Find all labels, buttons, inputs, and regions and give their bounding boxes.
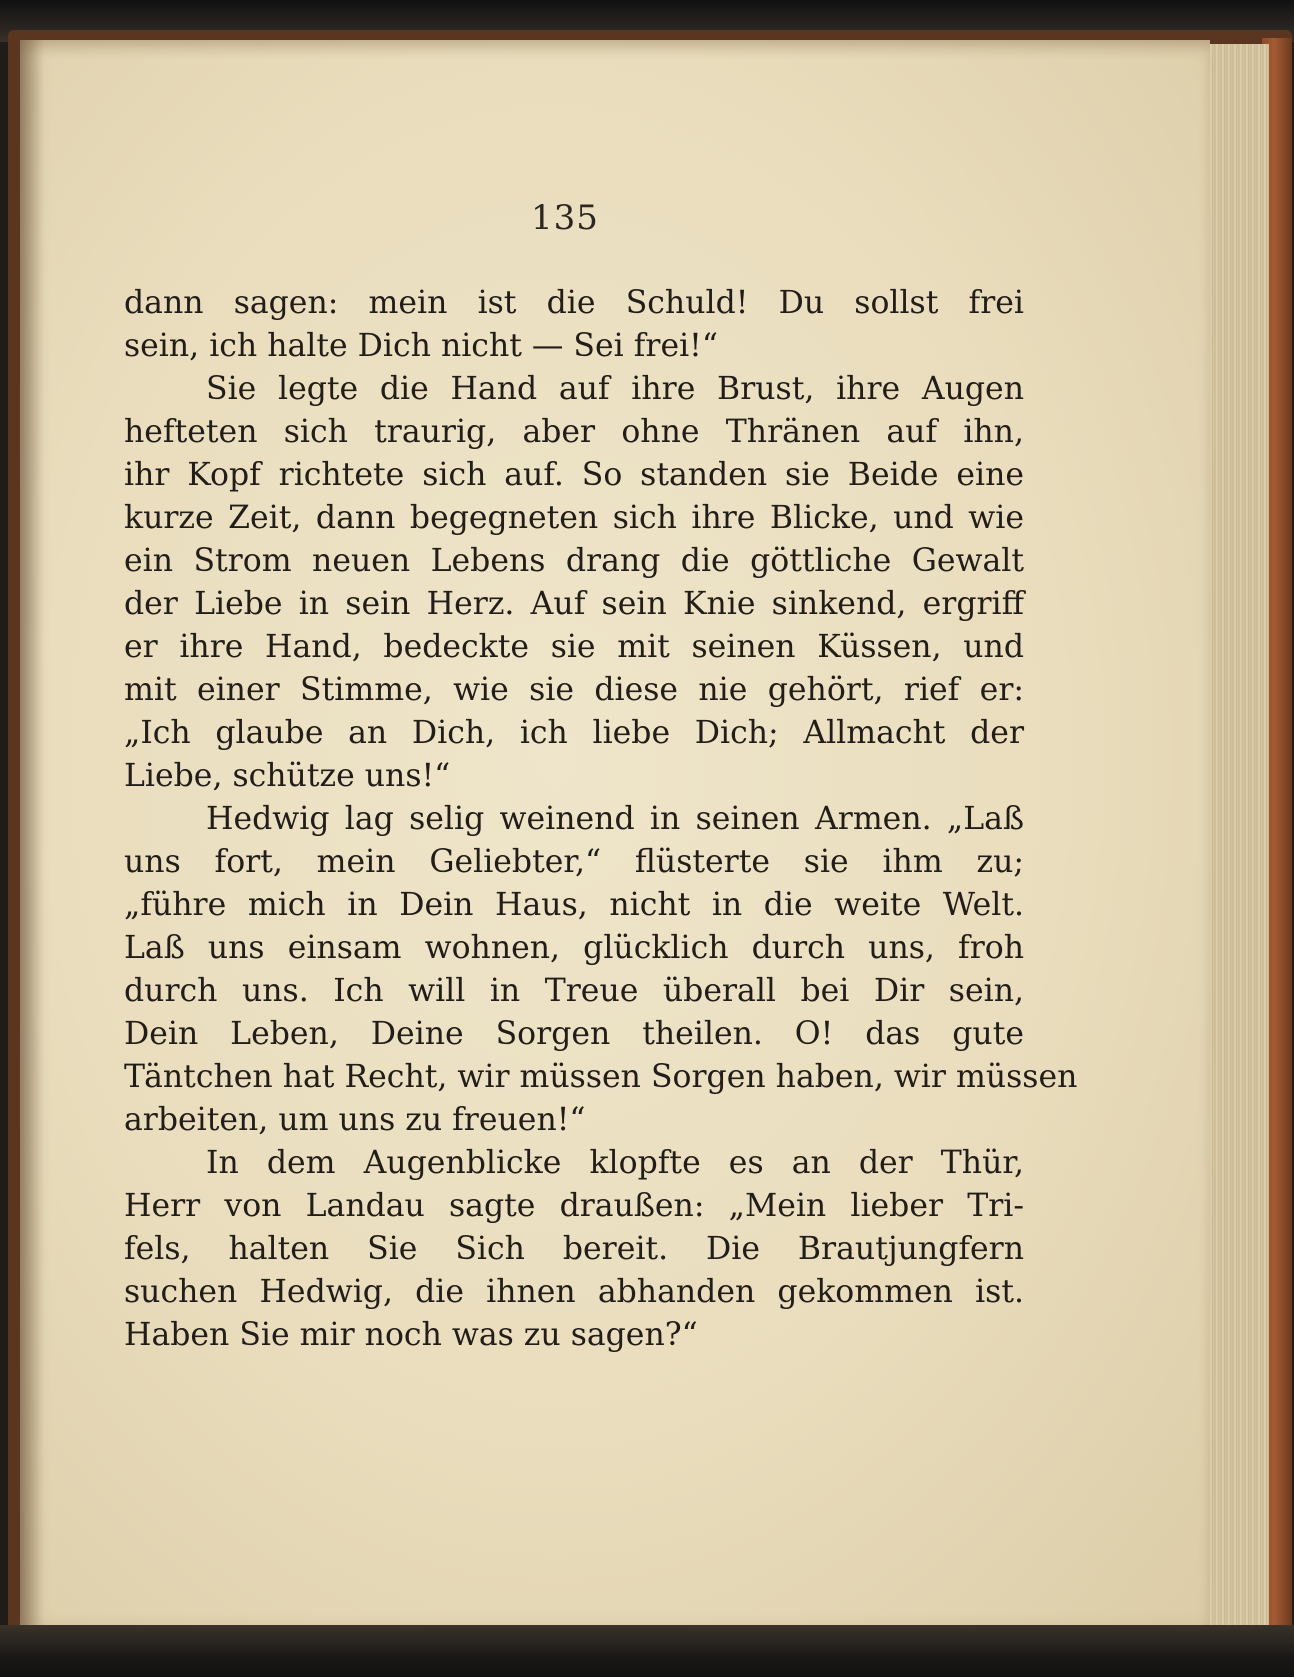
page-number: 135	[531, 198, 599, 238]
text-line: Haben Sie mir noch was zu sagen?“	[124, 1317, 698, 1353]
gutter-shadow	[20, 40, 44, 1632]
text-line: Hedwig lag selig weinend in seinen Armen. „Laß	[206, 801, 1024, 837]
text-line: ihr Kopf richtete sich auf. So standen sie Beide eine	[124, 457, 1024, 493]
text-line: „Ich glaube an Dich, ich liebe Dich; Allmacht der	[124, 715, 1024, 751]
text-line: ein Strom neuen Lebens drang die göttliche Gewalt	[124, 543, 1024, 579]
text-line: der Liebe in sein Herz. Auf sein Knie sinkend, ergriff	[124, 586, 1024, 622]
text-line: Täntchen hat Recht, wir müssen Sorgen haben, wir müssen	[124, 1059, 1078, 1095]
text-line: arbeiten, um uns zu freuen!“	[124, 1102, 586, 1138]
body-text	[124, 282, 1078, 1357]
text-line: hefteten sich traurig, aber ohne Thränen auf ihn,	[124, 414, 1024, 450]
text-line: uns fort, mein Geliebter,“ flüsterte sie ihm zu;	[124, 844, 1024, 880]
text-line: „führe mich in Dein Haus, nicht in die weite Welt.	[124, 887, 1024, 923]
text-line: In dem Augenblicke klopfte es an der Thür,	[206, 1145, 1024, 1181]
text-line: Laß uns einsam wohnen, glücklich durch uns, froh	[124, 930, 1024, 966]
text-line: kurze Zeit, dann begegneten sich ihre Blicke, und wie	[124, 500, 1024, 536]
text-line: mit einer Stimme, wie sie diese nie gehört, rief er:	[124, 672, 1024, 708]
text-line: dann sagen: mein ist die Schuld! Du sollst frei	[124, 285, 1024, 321]
background-board-bottom	[0, 1625, 1294, 1677]
text-line: er ihre Hand, bedeckte sie mit seinen Küssen, und	[124, 629, 1024, 665]
text-line: Sie legte die Hand auf ihre Brust, ihre Augen	[206, 371, 1024, 407]
text-line: sein, ich halte Dich nicht — Sei frei!“	[124, 328, 718, 364]
text-line: durch uns. Ich will in Treue überall bei Dir sein,	[124, 973, 1024, 1009]
page-edges	[1200, 44, 1269, 1629]
text-line: suchen Hedwig, die ihnen abhanden gekommen ist.	[124, 1274, 1024, 1310]
text-line: fels, halten Sie Sich bereit. Die Brautjungfern	[124, 1231, 1024, 1267]
text-line: Dein Leben, Deine Sorgen theilen. O! das gute	[124, 1016, 1024, 1052]
text-line: Herr von Landau sagte draußen: „Mein lieber Tri-	[124, 1188, 1024, 1224]
text-line: Liebe, schütze uns!“	[124, 758, 451, 794]
